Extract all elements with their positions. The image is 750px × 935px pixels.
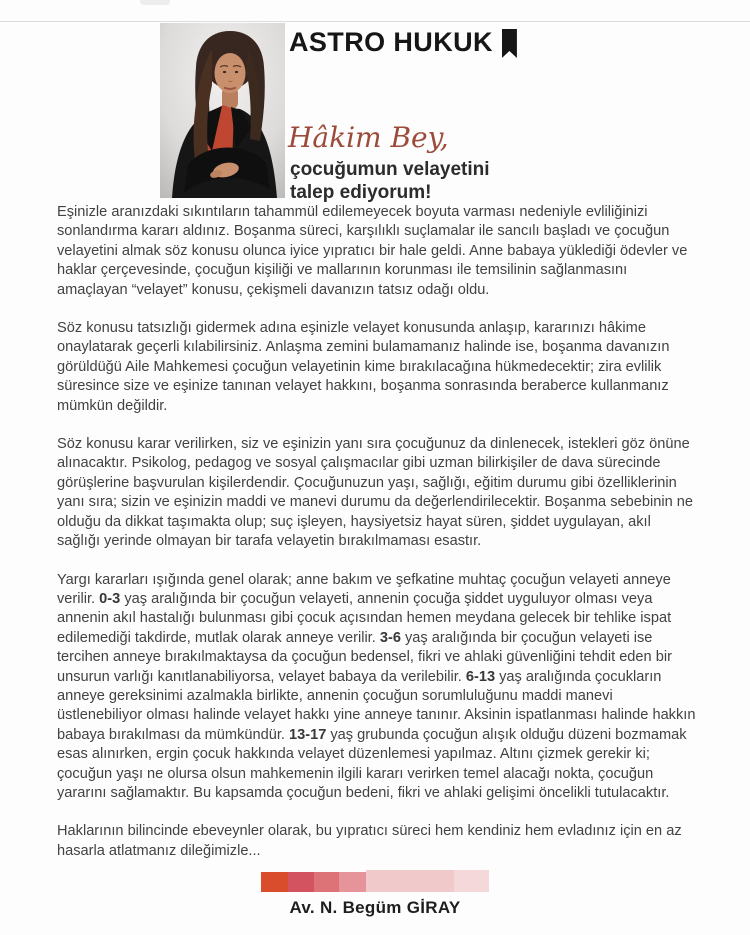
article-body xyxy=(57,203,697,880)
paragraph-3: Söz konusu karar verilirken, siz ve eşinizin yanı sıra çocuğunuz da dinlenecek, istekleri göz önüne alınacaktır. Psikolog, pedagog ve sosyal çalışmacılar gibi uzman bilirkişiler de dava sürecinde görüşlerine başvurulan kişilerdendir. Çocuğunuzun yaşı, sağlığı, eğitim durumu gibi özelliklerinin yanı sıra; sizin ve eşinizin maddi ve manevi durumu da değerlendirilecektir. Boşanma sebebinin ne olduğu da dikkat taşımakta olup; suç işleyen, haysiyetsiz hayat süren, şiddet uygulayan, akıl sağlığı yerinde olmayan bir tarafa velayetin bırakılmaması esastır. xyxy=(57,436,693,550)
article-title-line2: talep ediyorum! xyxy=(290,182,432,203)
top-divider xyxy=(0,21,750,22)
author-photo xyxy=(160,23,285,198)
signature-color-bar xyxy=(261,872,489,892)
paragraph-4: Yargı kararları ışığında genel olarak; anne bakım ve şefkatine muhtaç çocuğun velayeti anneye verilir. 0-3 yaş aralığında bir çocuğun velayeti, annenin çocuğa şiddet uyguluyor olması veya annenin akıl hastalığı bulunması gibi çocuk açısından hemen meydana gelecek bir tehlike ispat edilemediği takdirde, mutlak olarak anneye verilir. 3-6 yaş aralığında bir çocuğun velayeti ise tercihen anneye bırakılmaktaysa da çocuğun bedensel, fikri ve ahlaki güvenliğini tehdit eden bir unsurun varlığı kanıtlanabiliyorsa, velayet babaya da verilebilir. 6-13 yaş aralığında çocukların anneye gereksinimi azalmakla birlikte, annenin çocuğun sorumluluğunu maddi manevi üstlenebiliyor olması halinde velayet hakkı yine anneye tanınır. Aksinin ispatlanması halinde hakkın babaya bırakılması da mümkündür. 13-17 yaş grubunda çocuğun alışık olduğu düzeni bozmamak esas alınırken, ergin çocuk hakkında velayet düzenlemesi yapılmaz. Altını çizmek gerekir ki; çocuğun yaşı ne olursa olsun mahkemenin ilgili kararı verirken temel alacağı nokta, çocuğun yararını sağlamaktır. Bu kapsamda çocuğun bedeni, fikri ve ahlaki gelişimi öncelikli tutulacaktır. xyxy=(57,571,696,801)
palette-segment xyxy=(339,872,366,892)
palette-segment xyxy=(288,872,314,892)
top-edge-artifact xyxy=(140,0,170,5)
palette-segment xyxy=(454,870,489,892)
palette-segment xyxy=(366,870,454,892)
palette-segment xyxy=(314,872,339,892)
article-title xyxy=(290,158,490,204)
bookmark-ribbon-icon xyxy=(502,29,517,58)
paragraph-1: Eşinizle aranızdaki sıkıntıların tahammül edilemeyecek boyuta varması nedeniyle evliliğinizi sonlandırma kararı aldınız. Boşanma süreci, karşılıklı suçlamalar ile sancılı başladı ve çocuğun velayetini almak söz konusu olunca iyice yıpratıcı bir hale geldi. Anne babaya yüklediği ödevler ve haklar çerçevesinde, çocuğun kişiliği ve mallarının korunması ile temsilinin sağlanmasını amaçlayan “velayet” konusu, çekişmeli davanızın tatsız odağı oldu. xyxy=(57,204,688,298)
brand-name: ASTRO HUKUK xyxy=(289,27,493,57)
palette-segment xyxy=(261,872,288,892)
article-title-line1: çocuğumun velayetini xyxy=(290,159,490,180)
portrait-illustration xyxy=(160,23,285,198)
author-name: Av. N. Begüm GİRAY xyxy=(289,898,461,917)
paragraph-5: Haklarının bilincinde ebeveynler olarak, bu yıpratıcı süreci hem kendiniz hem evladınız için en az hasarla atlatmanız dileğimizle... xyxy=(57,823,682,859)
paragraph-2: Söz konusu tatsızlığı gidermek adına eşinizle velayet konusunda anlaşıp, kararınızı hâkime onaylatarak geçerli kılabilirsiniz. Anlaşma zemini bulamamanız halinde ise, boşanma davanızın görüldüğü Aile Mahkemesi çocuğun velayetinin kime bırakılacağına hükmedecektir; zira evlilik süresince size ve eşinize tanınan velayet hakkını, boşanma sonrasında beraberce kullanmanız mümkün değildir. xyxy=(57,320,670,414)
article-title-script: Hâkim Bey, xyxy=(288,121,449,154)
brand-logo xyxy=(289,27,517,58)
